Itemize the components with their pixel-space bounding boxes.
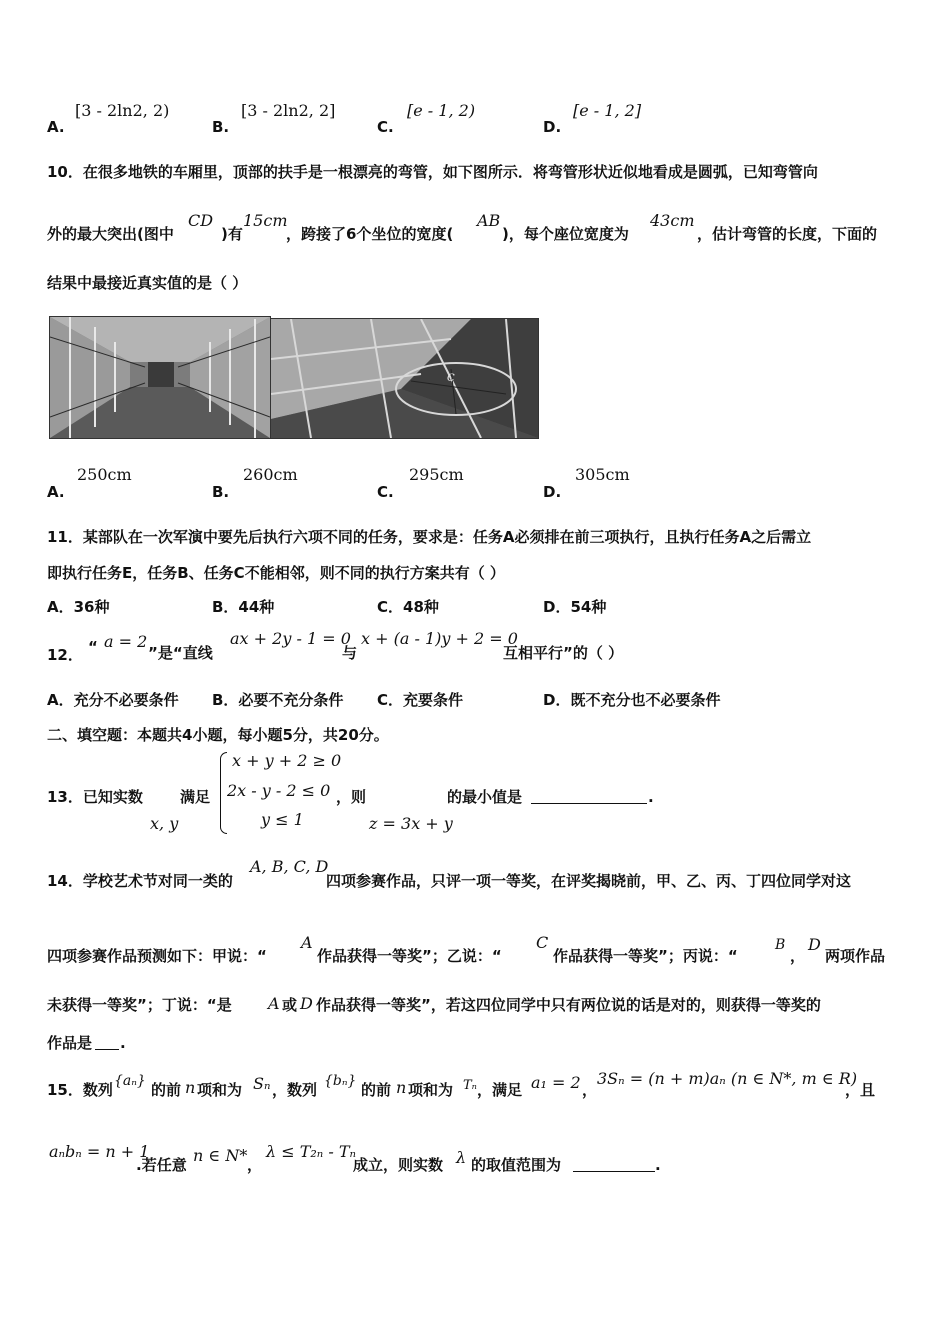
q10-option-c-expr: 295cm [409, 465, 464, 484]
section-2-heading: 二、填空题：本题共4小题，每小题5分，共20分。 [47, 726, 389, 744]
q14-l4: 作品是 [47, 1034, 93, 1052]
q15-n2: n [396, 1078, 407, 1097]
q15-d: ，数列 [272, 1081, 318, 1099]
q10-ab: AB [477, 211, 501, 230]
q14-l2-C: C [536, 933, 549, 952]
q15-c: 项和为 [197, 1081, 243, 1099]
q14-l2-comma: ， [790, 947, 806, 965]
q9-option-d-expr: [e - 1, 2] [573, 101, 642, 120]
q14-l2-b: 作品获得一等奖”；乙说：“ [317, 947, 502, 965]
q11-line2: 即执行任务E，任务B、任务C不能相邻，则不同的执行方案共有（ ） [47, 564, 505, 582]
q14-abcd: A, B, C, D [250, 857, 329, 876]
q13-constraint-2: 2x - y - 2 ≤ 0 [227, 781, 331, 800]
q10-line2-e: ，估计弯管的长度，下面的 [697, 225, 878, 243]
q14-l3-D: D [300, 994, 313, 1013]
q15-l2-h: 的取值范围为 [471, 1156, 562, 1174]
q15-l2-end: . [655, 1156, 661, 1174]
q14-l3-b: 或 [282, 996, 298, 1014]
q15-relation: 3Sₙ = (n + m)aₙ (n ∈ N*, m ∈ R) [597, 1069, 858, 1088]
q15-tn: Tₙ [463, 1078, 477, 1093]
q14-l3-A: A [268, 994, 280, 1013]
q15-b: 的前 [151, 1081, 182, 1099]
q15-l2-f: 成立，则实数 [353, 1156, 444, 1174]
q10-option-b-expr: 260cm [243, 465, 298, 484]
q13-c: ，则 [336, 788, 367, 806]
q15-anbn: aₙbₙ = n + 1 [49, 1142, 150, 1161]
q13-vars: x, y [150, 814, 179, 833]
q12-mid: ”是“直线 [148, 644, 213, 662]
q9-option-b-label: B. [212, 118, 230, 136]
q12-line-b: x + (a - 1)y + 2 = 0 [361, 629, 518, 648]
q10-43cm: 43cm [650, 211, 695, 230]
q10-option-c-label: C. [377, 483, 394, 501]
q14-l3-c: 作品获得一等奖”，若这四位同学中只有两位说的话是对的，则获得一等奖的 [316, 996, 821, 1014]
q11-option-b: B．44种 [212, 598, 275, 616]
q12-num: 12． [47, 646, 83, 664]
q13-constraint-1: x + y + 2 ≥ 0 [232, 751, 342, 770]
q14-l2-A: A [301, 933, 313, 952]
q13-system-brace [220, 752, 227, 834]
q13-d: 的最小值是 [447, 788, 523, 806]
q14-l3-a: 未获得一等奖”；丁说：“是 [47, 996, 232, 1014]
q15-l2-b: .若任意 [136, 1156, 187, 1174]
q14-l2-B: B [775, 937, 786, 953]
q12-quote-open: “ [88, 638, 98, 656]
q10-option-a-label: A. [47, 483, 65, 501]
q15-n1: n [185, 1078, 196, 1097]
q12-option-b: B．必要不充分条件 [212, 691, 344, 709]
q14-l2-c: 作品获得一等奖”；丙说：“ [553, 947, 738, 965]
q14-l2-a: 四项参赛作品预测如下：甲说：“ [47, 947, 267, 965]
q10-option-b-label: B. [212, 483, 230, 501]
q9-option-c-expr: [e - 1, 2) [407, 101, 476, 120]
q11-line1: 11．某部队在一次军演中要先后执行六项不同的任务，要求是：任务A必须排在前三项执行，且执行任务A之后需立 [47, 528, 812, 546]
q9-option-b-expr: [3 - 2ln2, 2] [241, 101, 336, 120]
q10-15cm: 15cm [243, 211, 288, 230]
q13-answer-blank[interactable] [531, 787, 647, 804]
q10-option-a-expr: 250cm [77, 465, 132, 484]
q15-l2-d: ， [247, 1156, 263, 1174]
q9-option-a-label: A. [47, 118, 65, 136]
q10-option-d-expr: 305cm [575, 465, 630, 484]
subway-car-photo-left [49, 316, 271, 439]
photo-label-c: C [447, 373, 455, 384]
q15-a1: a₁ = 2 [531, 1073, 581, 1092]
q13-end: . [648, 788, 654, 806]
q13-constraint-3: y ≤ 1 [261, 810, 304, 829]
q10-line1: 10．在很多地铁的车厢里，顶部的扶手是一根漂亮的弯管，如下图所示．将弯管形状近似地看成是圆弧，已知弯管向 [47, 163, 818, 181]
q15-inequality: λ ≤ T₂ₙ - Tₙ [266, 1142, 357, 1161]
q11-option-c: C．48种 [377, 598, 439, 616]
q15-bn: {bₙ} [324, 1073, 357, 1089]
q12-and: 与 [342, 644, 358, 662]
q12-option-c: C．充要条件 [377, 691, 464, 709]
q15-a: 15．数列 [47, 1081, 113, 1099]
q11-option-a: A．36种 [47, 598, 110, 616]
q13-a: 13．已知实数 [47, 788, 143, 806]
q15-answer-blank[interactable] [573, 1155, 655, 1172]
q10-line2-c: ，跨接了6个坐位的宽度( [286, 225, 454, 243]
q9-option-a-expr: [3 - 2ln2, 2) [75, 101, 170, 120]
q12-cond: a = 2 [104, 632, 148, 651]
q13-objective: z = 3x + y [369, 814, 453, 833]
q12-option-d: D．既不充分也不必要条件 [543, 691, 721, 709]
q10-option-d-label: D. [543, 483, 562, 501]
q11-option-d: D．54种 [543, 598, 607, 616]
q14-answer-blank[interactable] [95, 1033, 119, 1050]
q15-sn: Sₙ [253, 1074, 271, 1093]
q15-h: ， [582, 1081, 598, 1099]
q10-line2-a: 外的最大突出(图中 [47, 225, 174, 243]
q15-n-in-N: n ∈ N* [193, 1146, 248, 1165]
q12-option-a: A．充分不必要条件 [47, 691, 179, 709]
q15-i: ，且 [845, 1081, 876, 1099]
subway-handrail-photo-right [270, 318, 539, 439]
q14-b: 四项参赛作品，只评一项一等奖，在评奖揭晓前，甲、乙、丙、丁四位同学对这 [326, 872, 852, 890]
q15-lambda: λ [456, 1148, 467, 1167]
q12-line-a: ax + 2y - 1 = 0 [230, 629, 351, 648]
q14-a: 14．学校艺术节对同一类的 [47, 872, 233, 890]
q15-f: 项和为 [408, 1081, 454, 1099]
q12-end: 互相平行”的（ ） [503, 644, 624, 662]
q9-option-c-label: C. [377, 118, 394, 136]
q14-l4-end: . [120, 1034, 126, 1052]
q10-cd: CD [188, 211, 214, 230]
q10-line3: 结果中最接近真实值的是（ ） [47, 274, 248, 292]
q15-an: {aₙ} [114, 1073, 146, 1089]
q14-l2-d: 两项作品 [825, 947, 886, 965]
q13-b: 满足 [180, 788, 211, 806]
q9-option-d-label: D. [543, 118, 562, 136]
q10-line2-b: )有 [221, 225, 243, 243]
q15-g: ，满足 [477, 1081, 523, 1099]
q14-l2-D: D [808, 935, 821, 954]
q10-line2-d: )，每个座位宽度为 [502, 225, 629, 243]
q15-e: 的前 [361, 1081, 392, 1099]
